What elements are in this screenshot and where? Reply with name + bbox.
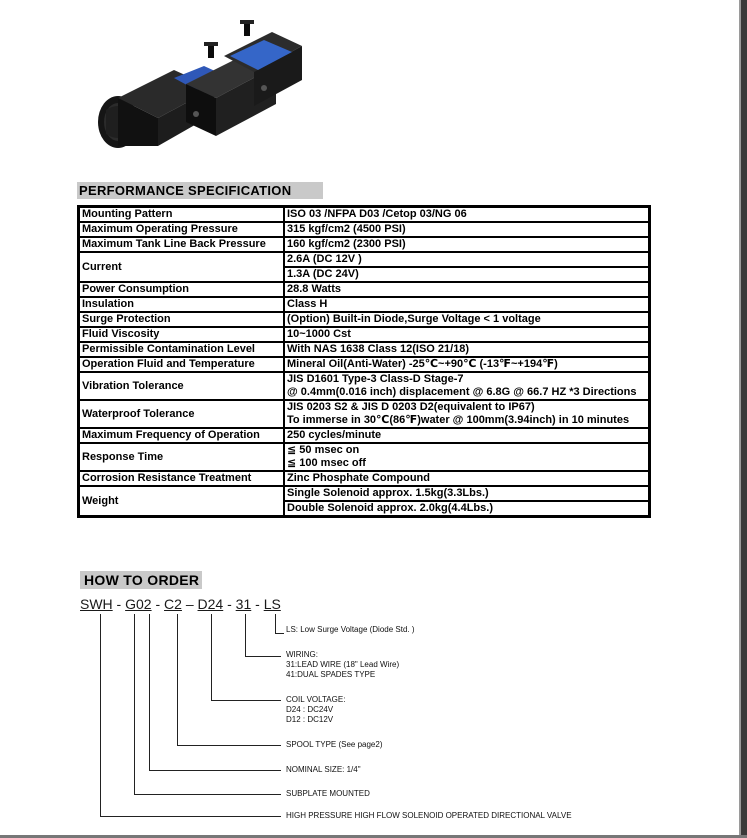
subplate-description: SUBPLATE MOUNTED: [286, 789, 370, 798]
valve-description: HIGH PRESSURE HIGH FLOW SOLENOID OPERATED DIRECTIONAL VALVE: [286, 811, 572, 820]
spec-value-multi: [284, 486, 650, 517]
table-row: [79, 443, 650, 471]
table-row: [79, 327, 650, 342]
table-row: [79, 486, 650, 517]
code-separator: –: [181, 596, 198, 612]
leader-line: [245, 656, 281, 657]
spec-value: 28.8 Watts: [284, 282, 650, 297]
leader-line: [211, 700, 281, 701]
spec-value-line: JIS 0203 S2 & JIS D 0203 D2(equivalent to IP67): [287, 401, 535, 413]
code-size: G02: [125, 596, 152, 612]
table-row: [79, 471, 650, 486]
code-option: LS: [263, 596, 281, 612]
spec-value-line: @ 0.4mm(0.016 inch) displacement @ 6.8G @ 66.7 HZ *3 Directions: [287, 386, 637, 398]
wiring-option: 31:LEAD WIRE (18" Lead Wire): [286, 660, 400, 669]
spec-label: Response Time: [79, 443, 285, 471]
spec-label: Insulation: [79, 297, 285, 312]
spec-value-multi: [284, 400, 650, 428]
spec-label: Waterproof Tolerance: [79, 400, 285, 428]
code-wiring: 31: [235, 596, 252, 612]
spec-value: Mineral Oil(Anti-Water) -25℃~+90℃ (-13℉~+194℉): [284, 357, 650, 372]
spec-value-line: 1.3A (DC 24V): [285, 266, 648, 281]
performance-spec-table: [77, 205, 651, 518]
table-row: [79, 400, 650, 428]
code-separator: -: [251, 596, 264, 612]
coil-title: COIL VOLTAGE:: [286, 695, 346, 704]
spec-value: Class H: [284, 297, 650, 312]
spec-value: 250 cycles/minute: [284, 428, 650, 443]
table-row: [79, 207, 650, 223]
how-to-order-title: HOW TO ORDER: [80, 571, 202, 589]
spec-label: Current: [79, 252, 285, 282]
leader-line: [275, 614, 276, 633]
spec-value-line: ≦ 50 msec on: [287, 444, 360, 456]
table-row: [79, 312, 650, 327]
coil-description: [286, 695, 345, 725]
wiring-option: 41:DUAL SPADES TYPE: [286, 670, 376, 679]
code-spool: C2: [164, 596, 182, 612]
spec-label: Surge Protection: [79, 312, 285, 327]
code-coil: D24: [197, 596, 224, 612]
leader-line: [134, 614, 135, 794]
nominal-description: NOMINAL SIZE: 1/4": [286, 765, 361, 774]
spec-label: Maximum Operating Pressure: [79, 222, 285, 237]
spool-description: SPOOL TYPE (See page2): [286, 740, 383, 749]
spec-value: ISO 03 /NFPA D03 /Cetop 03/NG 06: [284, 207, 650, 223]
spec-value-line: Double Solenoid approx. 2.0kg(4.4Lbs.): [285, 500, 648, 515]
leader-line: [149, 770, 281, 771]
table-row: [79, 282, 650, 297]
spec-label: Maximum Frequency of Operation: [79, 428, 285, 443]
table-row: [79, 357, 650, 372]
wiring-title: WIRING:: [286, 650, 318, 659]
wiring-description: [286, 650, 399, 680]
order-code: [80, 596, 281, 614]
spec-label: Mounting Pattern: [79, 207, 285, 223]
table-row: [79, 342, 650, 357]
spec-label: Corrosion Resistance Treatment: [79, 471, 285, 486]
leader-line: [134, 794, 281, 795]
spec-label: Power Consumption: [79, 282, 285, 297]
table-row: [79, 372, 650, 400]
spec-value-line: ≦ 100 msec off: [287, 457, 366, 469]
table-row: [79, 297, 650, 312]
code-separator: -: [151, 596, 165, 612]
spec-value: Zinc Phosphate Compound: [284, 471, 650, 486]
code-separator: -: [112, 596, 126, 612]
spec-label: Maximum Tank Line Back Pressure: [79, 237, 285, 252]
leader-line: [211, 614, 212, 700]
spec-value-line: 2.6A (DC 12V ): [287, 253, 362, 265]
window-border: [741, 0, 747, 838]
spec-value: 10~1000 Cst: [284, 327, 650, 342]
table-row: [79, 222, 650, 237]
spec-value-line: To immerse in 30℃(86℉)water @ 100mm(3.94inch) in 10 minutes: [287, 414, 630, 426]
spec-label: Weight: [79, 486, 285, 517]
code-series: SWH: [80, 596, 113, 612]
spec-value-multi: [284, 252, 650, 282]
spec-value: 315 kgf/cm2 (4500 PSI): [284, 222, 650, 237]
spec-label: Fluid Viscosity: [79, 327, 285, 342]
leader-line: [177, 745, 281, 746]
leader-line: [100, 816, 281, 817]
spec-label: Permissible Contamination Level: [79, 342, 285, 357]
spec-value: (Option) Built-in Diode,Surge Voltage < 1 voltage: [284, 312, 650, 327]
coil-option: D24 : DC24V: [286, 705, 334, 714]
spec-value-multi: [284, 372, 650, 400]
coil-option: D12 : DC12V: [286, 715, 334, 724]
leader-line: [245, 614, 246, 656]
ls-description: LS: Low Surge Voltage (Diode Std. ): [286, 625, 415, 634]
leader-line: [275, 633, 284, 634]
spec-label: Operation Fluid and Temperature: [79, 357, 285, 372]
spec-label: Vibration Tolerance: [79, 372, 285, 400]
leader-line: [177, 614, 178, 745]
table-row: [79, 428, 650, 443]
spec-value: With NAS 1638 Class 12(ISO 21/18): [284, 342, 650, 357]
table-row: [79, 237, 650, 252]
solenoid-valve-image: [96, 14, 308, 154]
spec-value-line: Single Solenoid approx. 1.5kg(3.3Lbs.): [287, 487, 489, 499]
spec-value-multi: [284, 443, 650, 471]
spec-value-line: JIS D1601 Type-3 Class-D Stage-7: [287, 373, 464, 385]
code-separator: -: [223, 596, 236, 612]
spec-value: 160 kgf/cm2 (2300 PSI): [284, 237, 650, 252]
performance-spec-title: PERFORMANCE SPECIFICATION: [77, 182, 323, 199]
leader-line: [149, 614, 150, 770]
leader-line: [100, 614, 101, 816]
table-row: [79, 252, 650, 282]
